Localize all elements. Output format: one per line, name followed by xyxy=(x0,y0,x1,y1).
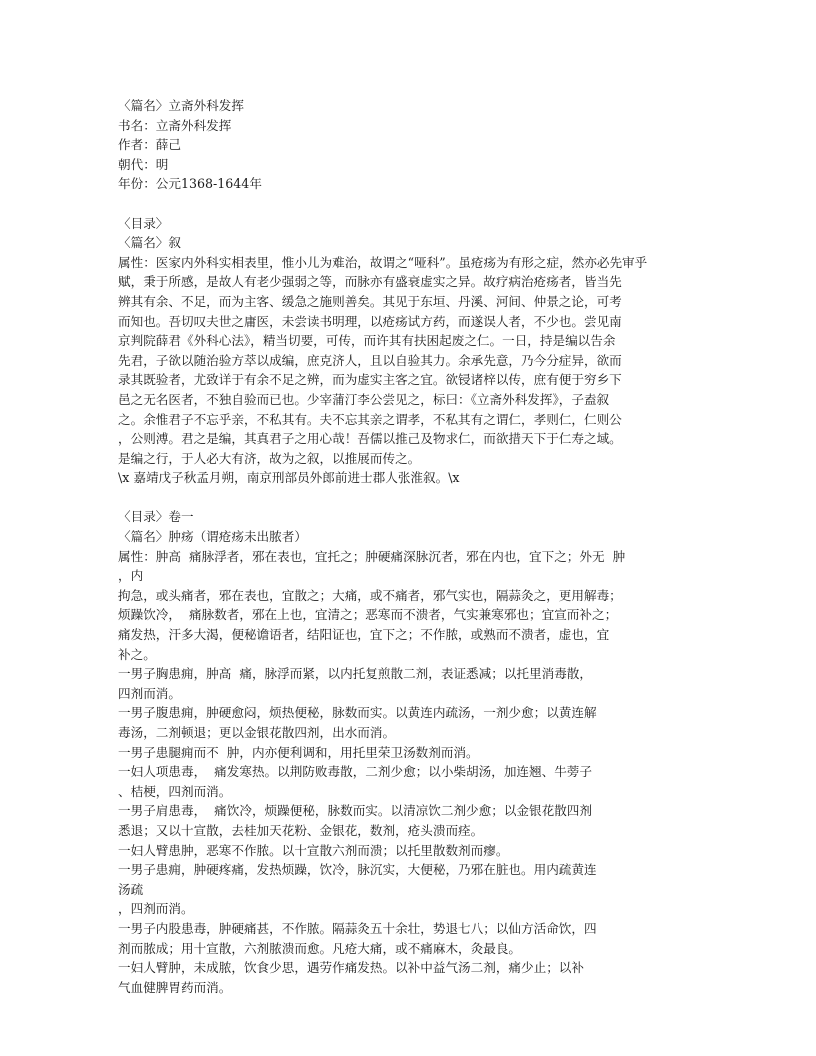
text-line: 一男子肩患毒， 痛饮冷，烦躁便秘，脉数而实。以清凉饮二剂少愈；以金银花散四剂 xyxy=(118,803,592,819)
text-line: 邑之无名医者，不独自验而已也。少宰蒲汀李公尝见之，标曰：《立斋外科发挥》，子盍叙 xyxy=(118,391,610,407)
text-line: 属性：医家内外科实相表里，惟小儿为难治，故谓之“哑科”。虽疮疡为有形之症，然亦必先审乎 xyxy=(118,254,648,270)
text-line: 一男子患痈，肿硬疼痛，发热烦躁，饮冷，脉沉实，大便秘，乃邪在脏也。用内疏黄连 xyxy=(118,862,597,878)
text-line: 一男子腹患痈，肿硬愈闷，烦热便秘，脉数而实。以黄连内疏汤，一剂少愈；以黄连解 xyxy=(118,705,597,721)
text-line: 四剂而消。 xyxy=(118,685,181,701)
text-line: 一妇人臂患肿，恶寒不作脓。以十宣散六剂而溃；以托里散数剂而瘳。 xyxy=(118,842,509,858)
text-line: 一妇人项患毒， 痛发寒热。以荆防败毒散，二剂少愈；以小柴胡汤，加连翘、牛蒡子 xyxy=(118,764,592,780)
text-line: 一男子患腿痈而不 肿，内亦便利调和，用托里荣卫汤数剂而消。 xyxy=(118,744,479,760)
text-line: 而知也。吾切叹夫世之庸医，未尝读书明理，以疮疡试方药，而遂误人者，不少也。尝见南 xyxy=(118,313,622,329)
text-line: 烦躁饮冷， 痛脉数者，邪在上也，宜清之；恶寒而不溃者，气实兼寒邪也；宜宣而补之； xyxy=(118,607,618,623)
chapter-body xyxy=(118,547,690,998)
text-line: 痛发热，汗多大渴，便秘谵语者，结阳证也，宜下之；不作脓，或熟而不溃者，虚也，宜 xyxy=(118,627,610,643)
text-line: 之。余惟君子不忘乎亲，不私其有。夫不忘其亲之谓孝，不私其有之谓仁，孝则仁，仁则公 xyxy=(118,411,622,427)
text-line: 一男子内股患毒，肿硬痛甚，不作脓。隔蒜灸五十余壮，势退七八；以仙方活命饮，四 xyxy=(118,920,597,936)
text-line: 毒汤，二剂顿退；更以金银花散四剂，出水而消。 xyxy=(118,725,396,740)
document-page xyxy=(118,96,690,997)
text-line: 辨其有余、不足，而为主客、缓急之施则善矣。其见于东垣、丹溪、河间、仲景之论，可考 xyxy=(118,293,622,309)
text-line: 录其既验者，尤致详于有余不足之辨，而为虚实主客之宜。欲锓诸梓以传，庶有便于穷乡下 xyxy=(118,372,622,388)
preface-toc-tag: 〈目录〉 xyxy=(118,215,169,231)
author: 作者：薛己 xyxy=(118,137,181,153)
spacer xyxy=(118,488,690,508)
years: 年份：公元1368-1644年 xyxy=(118,176,262,192)
chapter-toc-tag: 〈目录〉卷一 xyxy=(118,509,194,525)
text-line: 汤疏 xyxy=(118,881,144,897)
text-line: ，公则溥。君之是编，其真君子之用心哉！吾儒以推己及物求仁，而欲措天下于仁寿之域。 xyxy=(118,431,622,447)
text-line: 一男子胸患痈，肿高 痛，脉浮而紧，以内托复煎散二剂，表证悉减；以托里消毒散， xyxy=(118,666,592,682)
preface-signature: \x 嘉靖戊子秋孟月朔，南京刑部员外郎前进士郡人张淮叙。\x xyxy=(118,470,460,486)
text-line: 悉退；又以十宣散，去桂加天花粉、金银花，数剂，疮头溃而痊。 xyxy=(118,822,484,838)
text-line: 是编之行，于人必大有济，故为之叙，以推展而传之。 xyxy=(118,450,421,466)
text-line: ，内 xyxy=(118,568,144,584)
text-line: 赋，秉于所感，是故人有老少强弱之等，而脉亦有盛衰虚实之异。故疗病治疮疡者，皆当先 xyxy=(118,274,622,290)
spacer xyxy=(118,194,690,214)
text-line: 、桔梗，四剂而消。 xyxy=(118,783,232,799)
text-line: 京判院薛君《外科心法》，精当切要，可传，而许其有扶困起废之仁。一日，持是编以告余 xyxy=(118,333,616,349)
preface-piece-tag: 〈篇名〉叙 xyxy=(118,235,181,251)
text-line: ，四剂而消。 xyxy=(118,901,194,917)
text-line: 先君，子欲以随治验方萃以成编，庶克济人，且以自验其力。余承先意，乃今分症异，欲而 xyxy=(118,352,622,368)
text-line: 补之。 xyxy=(118,646,156,662)
piece-tag: 〈篇名〉立斋外科发挥 xyxy=(118,98,244,113)
chapter-piece-tag: 〈篇名〉肿疡（谓疮疡未出脓者） xyxy=(118,529,307,545)
text-line: 属性：肿高 痛脉浮者，邪在表也，宜托之；肿硬痛深脉沉者，邪在内也，宜下之；外无 肿 xyxy=(118,548,626,564)
text-line: 一妇人臂肿，未成脓，饮食少思，遇劳作痛发热。以补中益气汤二剂，痛少止；以补 xyxy=(118,960,584,976)
text-line: 拘急，或头痛者，邪在表也，宜散之；大痛，或不痛者，邪气实也，隔蒜灸之，更用解毒； xyxy=(118,587,622,603)
book-name: 书名：立斋外科发挥 xyxy=(118,117,232,133)
preface-body xyxy=(118,253,690,488)
dynasty: 朝代：明 xyxy=(118,156,169,172)
text-line: 气血健脾胃药而消。 xyxy=(118,979,232,995)
text-line: 剂而脓成；用十宣散，六剂脓溃而愈。凡疮大痛，或不痛麻木，灸最良。 xyxy=(118,940,521,956)
